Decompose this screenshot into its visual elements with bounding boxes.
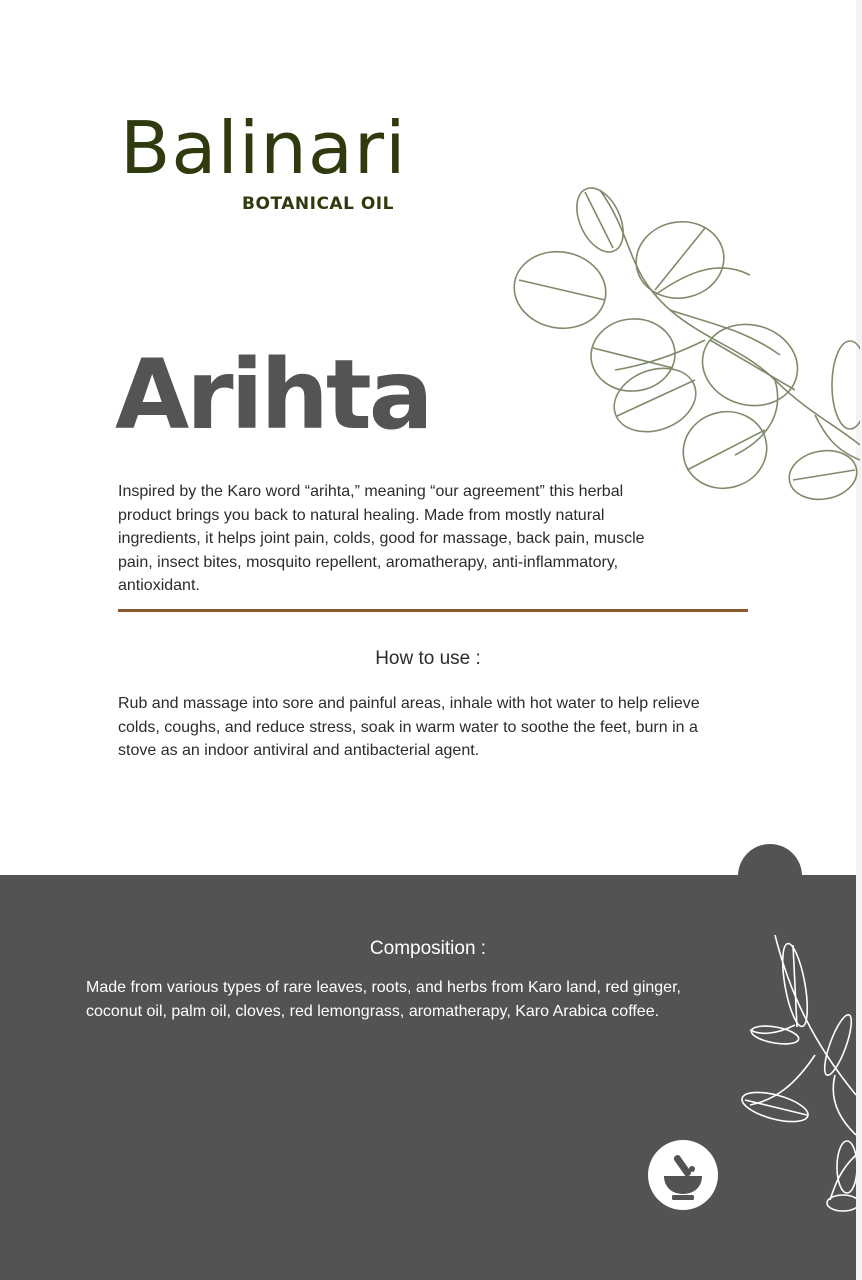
composition-heading: Composition : bbox=[369, 938, 487, 959]
how-to-use-heading: How to use : bbox=[375, 648, 481, 669]
leaf-branch-icon bbox=[735, 935, 856, 1220]
brand-name: Balinari bbox=[120, 106, 407, 190]
composition-panel bbox=[0, 875, 856, 1280]
how-to-use-text: Rub and massage into sore and painful areas, inhale with hot water to help relieve colds, coughs, and reduce stress, soak in warm water to soothe the feet, burn in a stove as an indoor antiviral and antibacterial agent. bbox=[118, 695, 700, 759]
eucalyptus-branch-icon bbox=[505, 180, 860, 510]
product-description: Inspired by the Karo word “arihta,” meaning “our agreement” this herbal product brings you back to natural healing. Made from mostly natural ingredients, it helps joint pain, colds, good for massage, back pain, muscle pain, insect bites, mosquito repellent, aromatherapy, anti-inflammatory, antioxidant. bbox=[118, 483, 645, 594]
mortar-and-pestle-icon bbox=[648, 1140, 718, 1210]
product-name: Arihta bbox=[115, 339, 431, 451]
composition-text: Made from various types of rare leaves, roots, and herbs from Karo land, red ginger, coconut oil, palm oil, cloves, red lemongrass, aromatherapy, Karo Arabica coffee. bbox=[86, 979, 681, 1020]
section-divider bbox=[118, 609, 748, 612]
brand-tagline: BOTANICAL OIL bbox=[242, 194, 394, 214]
